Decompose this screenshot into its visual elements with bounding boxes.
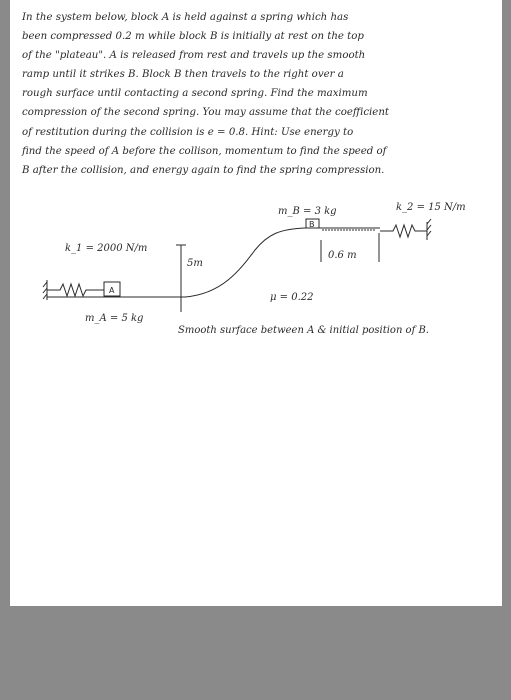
spring-k2-label: k_2 = 15 N/m <box>396 202 466 213</box>
problem-line: of restitution during the collision is e = 0.8. Hint: Use energy to <box>22 126 354 138</box>
smooth-surface-note: Smooth surface between A & initial position of B. <box>178 325 429 336</box>
problem-line: been compressed 0.2 m while block B is initially at rest on the top <box>22 31 364 43</box>
wall-hatch <box>427 231 431 236</box>
problem-line: rough surface until contacting a second spring. Find the maximum <box>22 88 368 100</box>
problem-line: B after the collision, and energy again to find the spring compression. <box>22 164 385 176</box>
problem-line: of the "plateau". A is released from rest and travels up the smooth <box>22 50 366 62</box>
ramp-curve <box>185 228 305 297</box>
mass-b-label: m_B = 3 kg <box>278 206 337 217</box>
wall-hatch <box>43 288 47 293</box>
wall-hatch <box>427 225 431 230</box>
rough-length-label: 0.6 m <box>328 250 357 261</box>
problem-line: ramp until it strikes B. Block B then travels to the right over a <box>22 69 344 81</box>
problem-line: In the system below, block A is held against a spring which has <box>22 12 349 23</box>
block-a-label: A <box>109 286 115 295</box>
problem-line: find the speed of A before the collison, momentum to find the speed of <box>22 145 387 157</box>
block-b-label: B <box>309 220 315 229</box>
background-band <box>0 606 511 700</box>
wall-hatch <box>43 282 47 287</box>
friction-label: μ = 0.22 <box>270 292 314 303</box>
spring-k1-label: k_1 = 2000 N/m <box>65 243 148 254</box>
wall-hatch <box>427 219 431 224</box>
height-label: 5m <box>187 258 203 269</box>
mass-a-label: m_A = 5 kg <box>85 313 144 324</box>
spring-k2 <box>380 225 427 237</box>
wall-hatch <box>43 294 47 299</box>
problem-line: compression of the second spring. You may assume that the coefficient <box>22 107 389 119</box>
spring-k1 <box>47 284 104 296</box>
